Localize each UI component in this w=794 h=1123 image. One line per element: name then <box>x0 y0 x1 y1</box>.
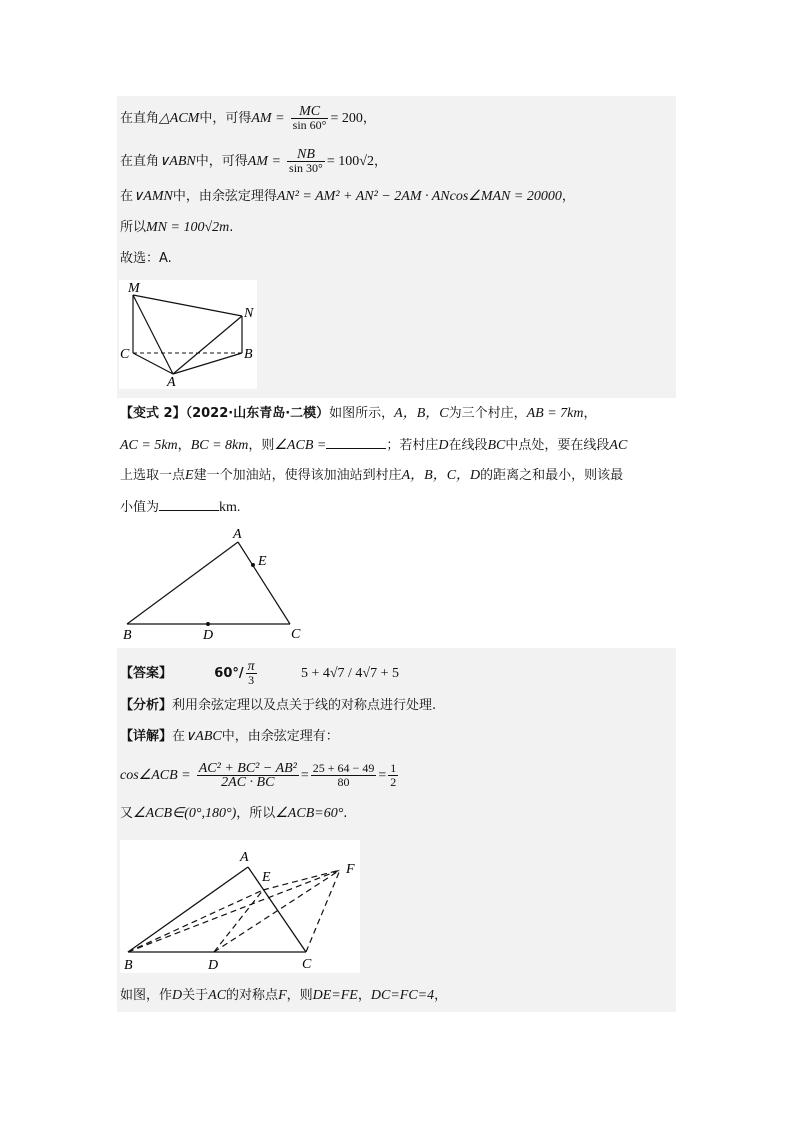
numerator: MC <box>291 105 329 119</box>
text: 为三个村庄， <box>448 406 527 421</box>
solution-line-1 <box>120 105 376 132</box>
text: 中，由余弦定理有： <box>221 729 339 744</box>
math-expr: = 100√2 <box>326 154 374 169</box>
point-label: D <box>208 958 219 973</box>
point-label: A <box>167 375 176 389</box>
text: 关于 <box>182 988 209 1003</box>
math-expr: MN = 100√2m <box>146 220 230 235</box>
math-expr: ∠ACB = <box>274 438 327 453</box>
text: 利用余弦定理以及点关于线的对称点进行处理. <box>172 698 437 713</box>
denominator: 2 <box>390 775 397 789</box>
point-label: M <box>128 281 140 296</box>
math-expr: BC = 8km <box>190 438 249 453</box>
math-expr: DE=FE <box>312 988 358 1003</box>
solution-line-4 <box>120 219 233 237</box>
point-label: A <box>233 527 242 542</box>
math-expr: cos∠ACB = <box>120 768 191 783</box>
text: ， <box>362 111 376 126</box>
fraction <box>246 660 257 687</box>
text: 中，由余弦定理得 <box>172 189 277 204</box>
math-expr: D <box>172 988 183 1003</box>
figure-3-diagram <box>120 840 360 973</box>
denominator: 3 <box>248 673 255 687</box>
math-expr: AB = 7km <box>526 406 584 421</box>
cosine-formula-line <box>120 762 400 789</box>
analysis-label: 【分析】 <box>120 698 173 713</box>
text: . <box>343 806 348 821</box>
fraction <box>311 762 377 789</box>
numerator: 25 + 64 − 49 <box>312 761 375 775</box>
denominator: sin 30° <box>289 161 323 175</box>
detail-line-1 <box>120 728 339 746</box>
solution-line-3 <box>120 188 575 206</box>
denominator: sin 60° <box>292 118 327 132</box>
text: ，所以 <box>236 806 276 821</box>
point-label: C <box>120 347 130 362</box>
text: 在线段 <box>448 438 488 453</box>
math-expr: A，B，C，D <box>401 468 481 483</box>
text: ， <box>561 189 575 204</box>
text: 中点处，要在线段 <box>505 438 610 453</box>
text: 的对称点 <box>226 988 279 1003</box>
figure-2 <box>119 524 309 642</box>
point-label: A <box>240 850 249 865</box>
analysis-line <box>120 697 436 715</box>
point-label: D <box>203 628 214 642</box>
fraction <box>388 762 398 789</box>
answer-blank <box>159 498 219 511</box>
numerator: 1 <box>390 761 397 775</box>
text: 在直角 <box>120 111 160 126</box>
point-label: E <box>262 870 271 885</box>
point-label: B <box>124 958 133 973</box>
math-expr: E <box>185 468 194 483</box>
detail-label: 【详解】 <box>120 729 173 744</box>
numerator: NB <box>287 148 325 162</box>
answer-value: 60°/ <box>214 666 244 681</box>
text: 建一个加油站，使得该加油站到村庄 <box>193 468 402 483</box>
point-label: F <box>346 862 355 877</box>
math-expr: F <box>278 988 287 1003</box>
point-label: B <box>244 347 253 362</box>
variant-question-line-4 <box>120 498 240 517</box>
denominator: 80 <box>337 775 350 789</box>
text: ， <box>177 438 191 453</box>
triangle-label: ∨AMN <box>133 189 173 204</box>
math-expr: ∠ACB=60° <box>275 806 344 821</box>
solution-line-5 <box>120 250 172 268</box>
text: ， <box>434 988 448 1003</box>
triangle-label: ∨ABC <box>185 729 222 744</box>
text: 上选取一点 <box>120 468 186 483</box>
point-label: E <box>258 554 267 569</box>
fraction <box>291 105 329 132</box>
answer-label: 【答案】 <box>120 666 173 681</box>
math-expr: D <box>438 438 449 453</box>
numerator: π <box>247 659 255 674</box>
triangle-label: ∨ABN <box>159 154 196 169</box>
figure-3 <box>120 840 360 973</box>
equals: = <box>378 768 387 783</box>
text: 如图，作 <box>120 988 173 1003</box>
math-expr: ∠ACB∈(0°,180°) <box>133 806 237 821</box>
point-label: C <box>291 627 301 642</box>
text: ， <box>583 406 597 421</box>
text: ， <box>373 154 387 169</box>
variant-question-line-1 <box>120 405 597 423</box>
math-expr: = 200 <box>330 111 363 126</box>
text: 小值为 <box>120 500 160 515</box>
variant-source: （2022·山东青岛·二模） <box>185 406 330 421</box>
solution-line-2 <box>120 148 387 175</box>
fraction <box>287 148 325 175</box>
math-expr: DC=FC=4 <box>370 988 435 1003</box>
figure-1 <box>119 280 257 389</box>
text: ；若村庄 <box>386 438 439 453</box>
figure-2-diagram <box>119 524 309 642</box>
text: 故选：A. <box>120 251 172 266</box>
text: 在 <box>120 189 134 204</box>
point-label: C <box>302 957 312 972</box>
point-label: B <box>123 628 132 642</box>
unit: km. <box>219 500 241 515</box>
text: 又 <box>120 806 134 821</box>
text: 在直角 <box>120 154 160 169</box>
detail-line-2 <box>120 805 347 823</box>
point-label: N <box>244 306 254 321</box>
text: ， <box>357 988 371 1003</box>
variant-tag: 【变式 2】 <box>120 406 186 421</box>
fraction <box>197 762 299 789</box>
math-expr: AC = 5km <box>120 438 178 453</box>
text: 如图所示， <box>329 406 395 421</box>
answer-line <box>120 660 399 687</box>
figure-1-diagram <box>119 280 257 389</box>
text: 所以 <box>120 220 147 235</box>
variant-question-line-3 <box>120 467 623 485</box>
text: 在 <box>172 729 186 744</box>
variant-question-line-2 <box>120 436 627 455</box>
detail-line-3 <box>120 987 447 1005</box>
answer-blank <box>326 436 386 449</box>
text: . <box>229 220 234 235</box>
text: ，则 <box>248 438 275 453</box>
denominator: 2AC · BC <box>221 775 275 790</box>
math-expr: AM = <box>247 154 281 169</box>
text: ，则 <box>286 988 313 1003</box>
math-expr: A，B，C <box>394 406 449 421</box>
text: 的距离之和最小，则该最 <box>480 468 624 483</box>
text: 中，可得 <box>199 111 252 126</box>
math-expr: AC <box>609 438 628 453</box>
math-expr: AM = <box>251 111 285 126</box>
triangle-label: △ACM <box>159 111 200 126</box>
math-expr: BC <box>487 438 506 453</box>
math-expr: AN² = AM² + AN² − 2AM · ANcos∠MAN = 20000 <box>276 189 562 204</box>
text: 中，可得 <box>195 154 248 169</box>
numerator: AC² + BC² − AB² <box>198 761 297 776</box>
answer-value: 5 + 4√7 / 4√7 + 5 <box>300 666 399 681</box>
equals: = <box>300 768 309 783</box>
math-expr: AC <box>208 988 227 1003</box>
